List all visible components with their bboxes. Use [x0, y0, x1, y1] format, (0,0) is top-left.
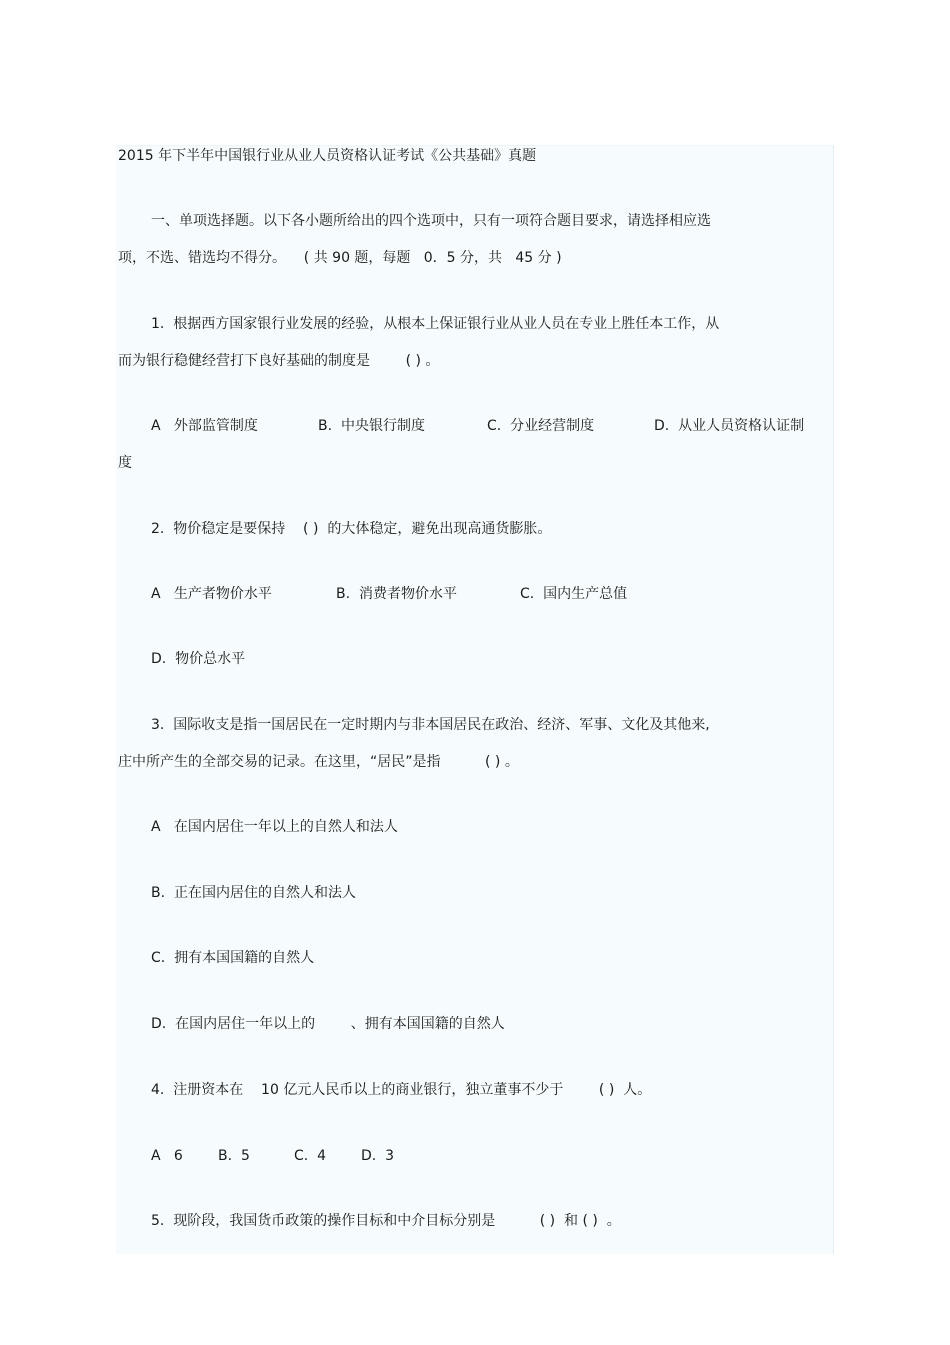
question-4-option-b: B. 5	[218, 1148, 250, 1164]
question-4-option-d: D. 3	[361, 1148, 395, 1164]
question-5-line1: 5. 现阶段，我国货币政策的操作目标和中介目标分别是 ( ) 和 ( ) 。	[151, 1213, 621, 1229]
question-3-option-d: D. 在国内居住一年以上的 、拥有本国国籍的自然人	[151, 1016, 505, 1032]
question-2-option-a: A 生产者物价水平	[151, 586, 272, 602]
question-2-line1: 2. 物价稳定是要保持 ( ) 的大体稳定，避免出现高通货膨胀。	[151, 521, 552, 537]
question-4-option-a: A 6	[151, 1148, 183, 1164]
question-1-option-c: C. 分业经营制度	[487, 418, 595, 434]
question-1-line1: 1. 根据西方国家银行业发展的经验，从根本上保证银行业从业人员在专业上胜任本工作，从	[151, 316, 720, 332]
question-3-option-b: B. 正在国内居住的自然人和法人	[151, 885, 356, 901]
question-2-option-c: C. 国内生产总值	[520, 586, 628, 602]
document-title: 2015 年下半年中国银行业从业人员资格认证考试《公共基础》真题	[118, 148, 537, 164]
question-3-option-c: C. 拥有本国国籍的自然人	[151, 950, 315, 966]
section-instructions-line1: 一、单项选择题。以下各小题所给出的四个选项中，只有一项符合题目要求，请选择相应选	[151, 213, 711, 229]
question-1-option-b: B. 中央银行制度	[318, 418, 425, 434]
question-4-line1: 4. 注册资本在 10 亿元人民币以上的商业银行，独立董事不少于 ( ) 人。	[151, 1082, 652, 1098]
question-1-option-a: A 外部监管制度	[151, 418, 258, 434]
question-3-line2: 庄中所产生的全部交易的记录。在这里，“居民”是指 ( ) 。	[118, 754, 519, 770]
question-2-option-b: B. 消费者物价水平	[336, 586, 457, 602]
question-4-option-c: C. 4	[294, 1148, 327, 1164]
section-instructions-line2: 项，不选、错选均不得分。 ( 共 90 题，每题 0．5 分，共 45 分 )	[118, 250, 562, 266]
question-2-option-d: D. 物价总水平	[151, 651, 246, 667]
question-3-option-a: A 在国内居住一年以上的自然人和法人	[151, 819, 398, 835]
question-1-option-d-continued: 度	[118, 455, 132, 471]
question-1-line2: 而为银行稳健经营打下良好基础的制度是 ( ) 。	[118, 353, 440, 369]
question-1-option-d: D. 从业人员资格认证制	[654, 418, 805, 434]
question-3-line1: 3. 国际收支是指一国居民在一定时期内与非本国居民在政治、经济、军事、文化及其他来,	[151, 717, 710, 733]
